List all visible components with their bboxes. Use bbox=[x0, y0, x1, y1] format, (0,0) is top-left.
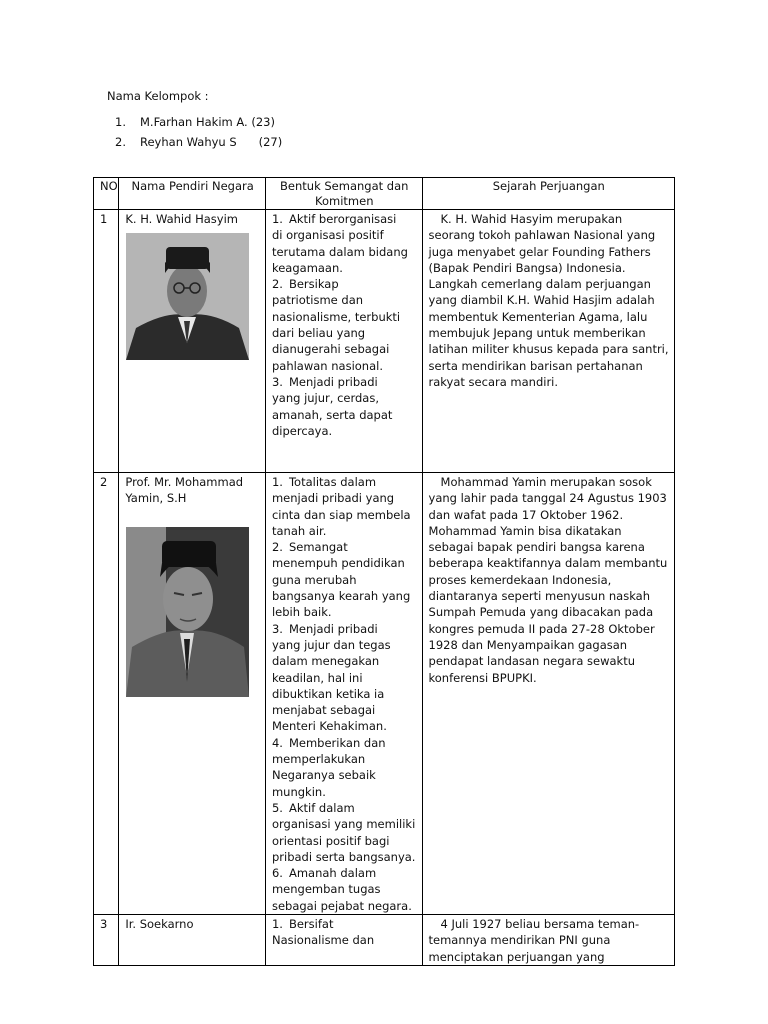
table-row bbox=[94, 915, 675, 966]
row-number: 2 bbox=[94, 473, 119, 915]
member-name: M.Farhan Hakim A. (23) bbox=[140, 115, 275, 129]
table-row bbox=[94, 473, 675, 915]
header-sejarah: Sejarah Perjuangan bbox=[422, 178, 674, 210]
member-list bbox=[115, 114, 282, 154]
founder-name: Prof. Mr. Mohammad Yamin, S.H bbox=[125, 475, 244, 506]
list-item: 2. Reyhan Wahyu S (27) bbox=[115, 134, 282, 154]
row-number: 3 bbox=[94, 915, 119, 966]
header-name: Nama Pendiri Negara bbox=[119, 178, 266, 210]
founder-name: K. H. Wahid Hasyim bbox=[125, 212, 238, 226]
header-semangat: Bentuk Semangat dan Komitmen bbox=[265, 178, 422, 210]
row-number: 1 bbox=[94, 210, 119, 473]
semangat-cell: 1. Bersifat Nasionalisme dan bbox=[265, 915, 422, 966]
founder-cell bbox=[119, 210, 266, 473]
sejarah-cell: 4 Juli 1927 beliau bersama teman-temannya mendirikan PNI guna menciptakan perjuangan yang bbox=[422, 915, 674, 966]
founders-table bbox=[93, 177, 675, 966]
sejarah-cell: K. H. Wahid Hasyim merupakan seorang tokoh pahlawan Nasional yang juga menyabet gelar Founding Fathers (Bapak Pendiri Bangsa) Indonesia. Langkah cemerlang dalam perjuangan yang diambil K.H. Wahid Hasjim adalah membentuk Kementerian Agama, lalu membujuk Jepang untuk memberikan latihan militer khusus kepada para santri, serta mendirikan barisan pertahanan rakyat secara mandiri. bbox=[422, 210, 674, 473]
sejarah-cell: Mohammad Yamin merupakan sosok yang lahir pada tanggal 24 Agustus 1903 dan wafat pada 17 Oktober 1962. Mohammad Yamin bisa dikatakan sebagai bapak pendiri bangsa karena beberapa keaktifannya dalam membantu proses kemerdekaan Indonesia, diantaranya seperti menyusun naskah Sumpah Pemuda yang dibacakan pada kongres pemuda II pada 27-28 Oktober 1928 dan Menyampaikan gagasan pendapat landasan negara sewaktu konferensi BPUPKI. bbox=[422, 473, 674, 915]
header-no: NO bbox=[94, 178, 119, 210]
table-row bbox=[94, 210, 675, 473]
list-item: 1. M.Farhan Hakim A. (23) bbox=[115, 114, 282, 134]
group-heading: Nama Kelompok : bbox=[107, 89, 209, 103]
founder-cell bbox=[119, 473, 266, 915]
semangat-cell: 1. Totalitas dalam menjadi pribadi yang cinta dan siap membela tanah air. 2. Semangat menempuh pendidikan guna merubah bangsanya kearah yang lebih baik. 3. Menjadi pribadi yang jujur dan tegas dalam menegakan keadilan, hal ini dibuktikan ketika ia menjabat sebagai Menteri Kehakiman. 4. Memberikan dan memperlakukan Negaranya sebaik mungkin. 5. Aktif dalam organisasi yang memiliki orientasi positif bagi pribadi serta bangsanya. 6. Amanah dalam mengemban tugas sebagai pejabat negara. bbox=[265, 473, 422, 915]
founder-name: Ir. Soekarno bbox=[125, 917, 194, 932]
member-name: Reyhan Wahyu S (27) bbox=[140, 135, 283, 149]
semangat-cell: 1. Aktif berorganisasi di organisasi positif terutama dalam bidang keagamaan. 2. Bersikap patriotisme dan nasionalisme, terbukti dari beliau yang dianugerahi sebagai pahlawan nasional. 3. Menjadi pribadi yang jujur, cerdas, amanah, serta dapat dipercaya. bbox=[265, 210, 422, 473]
founder-photo bbox=[126, 527, 249, 697]
founder-cell bbox=[119, 915, 266, 966]
founder-photo bbox=[126, 233, 249, 360]
table-header-row bbox=[94, 178, 675, 210]
